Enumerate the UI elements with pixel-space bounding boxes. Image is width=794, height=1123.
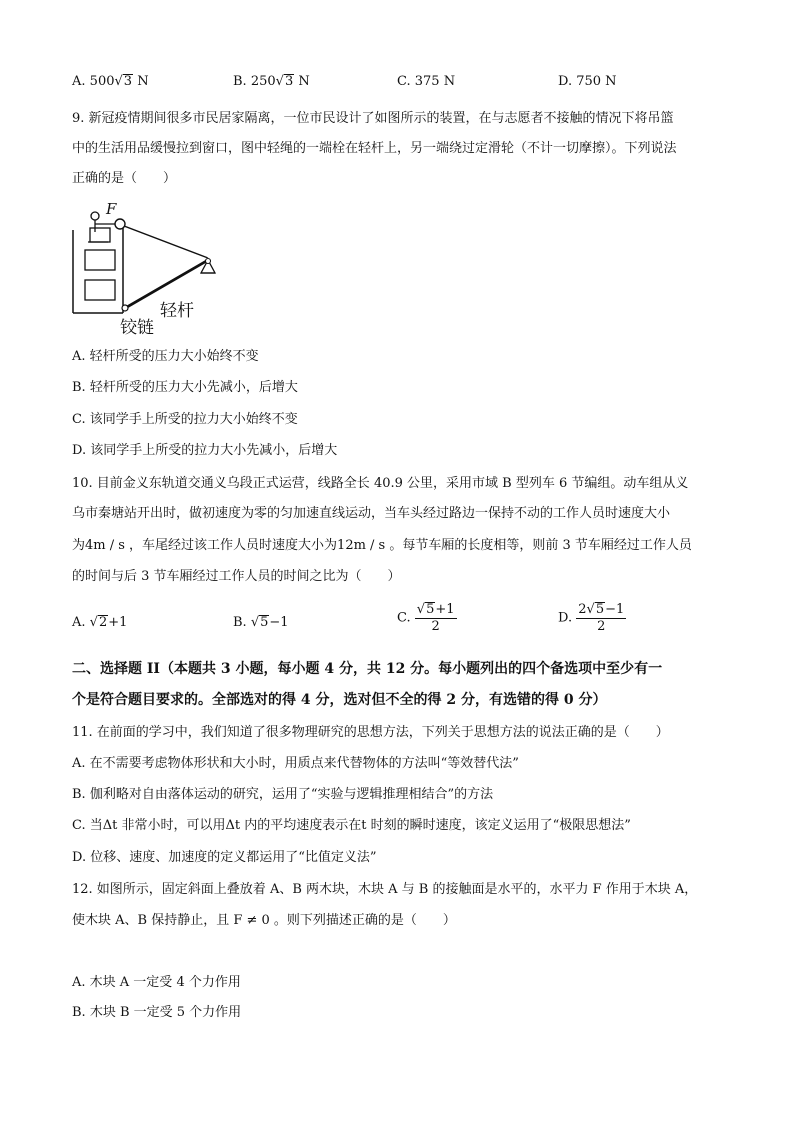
q11-option-d: D. 位移、速度、加速度的定义都运用了“比值定义法” [72,850,377,865]
person-seat [90,228,110,242]
rope [124,226,208,258]
q9-stem-line-2: 中的生活用品缓慢拉到窗口，图中轻绳的一端栓在轻杆上，另一端绕过定滑轮（不计一切摩擦）。下列说法 [72,141,677,156]
q8-option-c-letter: C. [397,74,411,89]
force-F-label: F [106,200,117,218]
q8-option-a-unit: N [137,74,149,89]
q10-option-c-numerator-tail: +1 [435,602,455,617]
q10-option-d-denominator: 2 [597,619,606,634]
q8-option-b-radicand: 3 [284,74,294,89]
q8-option-c-value: 375 N [414,74,456,89]
q11-option-b: B. 伽利略对自由落体运动的研究，运用了“实验与逻辑推理相结合”的方法 [72,787,494,802]
q8-option-b-coef: 250 [250,74,276,89]
q8-option-a-coef: 500 [89,74,115,89]
q10-option-d-numerator-tail: −1 [605,602,625,617]
q10-option-a-tail: +1 [108,615,128,630]
hinge-label: 铰链 [120,318,154,338]
light-rod-highlight [125,258,208,306]
q8-option-d-letter: D. [558,74,573,89]
q11-option-a: A. 在不需要考虑物体形状和大小时，用质点来代替物体的方法叫“等效替代法” [72,756,519,771]
fixed-pulley [115,219,125,229]
q8-option-d-value: 750 N [576,74,617,89]
q10-option-d-fraction: $\frac{2√5-1}{2}$ [578,602,625,634]
q8-option-c [397,73,455,91]
q9-pulley-figure [68,198,238,338]
q10-option-c-denominator: 2 [431,619,440,634]
rod-end-joint [206,259,211,264]
section-2-heading-line-2: 个是符合题目要求的。全部选对的得 4 分，选对但不全的得 2 分，有选错的得 0 分） [72,692,607,708]
q10-option-a-radicand: 2 [98,615,108,630]
q10-option-c-fraction: $\frac{√5+1}{2}$ [416,602,455,634]
person-head [91,212,99,220]
q9-option-b: B. 轻杆所受的压力大小先减小，后增大 [72,380,298,395]
q10-option-d-letter: D. [558,610,573,626]
q11-stem: 11. 在前面的学习中，我们知道了很多物理研究的思想方法，下列关于思想方法的说法正确的是（ ） [72,725,669,740]
q10-option-a: A. √2+1 [72,615,128,630]
q10-option-a-letter: A. [72,615,86,630]
q9-option-a: A. 轻杆所受的压力大小始终不变 [72,349,259,364]
q8-option-b-letter: B. [233,74,247,89]
q8-option-a-radicand: 3 [123,74,133,89]
window-lower [85,280,115,300]
q8-option-b-unit: N [298,74,310,89]
q10-option-c-radicand: 5 [426,602,435,617]
q8-option-b: B. 250√3 N [233,74,310,89]
q10-option-d [558,602,626,635]
q10-option-c-letter: C. [397,610,411,626]
q9-stem-line-1: 9. 新冠疫情期间很多市民居家隔离，一位市民设计了如图所示的装置，在与志愿者不接触的情况下将吊篮 [72,111,674,126]
q10-stem-line-2: 乌市秦塘站开出时，做初速度为零的匀加速直线运动，当车头经过路边一保持不动的工作人员时速度大小 [72,506,671,521]
q12-option-a: A. 木块 A 一定受 4 个力作用 [72,975,241,990]
q10-stem-line-4: 的时间与后 3 节车厢经过工作人员的时间之比为（ ） [72,569,401,584]
q12-stem-line-1: 12. 如图所示，固定斜面上叠放着 A、B 两木块，木块 A 与 B 的接触面是水平的，水平力 F 作用于木块 A， [72,882,698,897]
q12-option-b: B. 木块 B 一定受 5 个力作用 [72,1005,242,1020]
q8-option-d [558,73,617,91]
q8-option-a-letter: A. [72,74,86,89]
q10-option-b-tail: −1 [269,615,289,630]
section-2-heading-line-1: 二、选择题 II（本题共 3 小题，每小题 4 分，共 12 分。每小题列出的四个备选项中至少有一 [72,661,663,677]
q9-option-d: D. 该同学手上所受的拉力大小先减小，后增大 [72,443,338,458]
hinge [122,305,128,311]
q11-option-c: C. 当Δt 非常小时，可以用Δt 内的平均速度表示在t 时刻的瞬时速度，该定义运用了“极限思想法” [72,818,631,833]
q10-option-b: B. √5−1 [233,615,289,630]
window-upper [85,250,115,270]
q9-option-c: C. 该同学手上所受的拉力大小始终不变 [72,412,298,427]
q10-option-b-letter: B. [233,615,247,630]
q9-stem-line-3: 正确的是（ ） [72,171,177,186]
q10-stem-line-3: 为4m / s ，车尾经过该工作人员时速度大小为12m / s 。每节车厢的长度相等，则前 3 节车厢经过工作人员 [72,538,692,553]
q10-stem-line-1: 10. 目前金义东轨道交通义乌段正式运营，线路全长 40.9 公里，采用市域 B 型列车 6 节编组。动车组从义 [72,476,689,491]
q8-option-a: A. 500√3 N [72,74,149,89]
q10-option-b-radicand: 5 [260,615,269,630]
q10-option-d-radicand: 5 [595,602,605,617]
q10-option-c [397,602,457,635]
rod-label: 轻杆 [160,301,194,321]
q12-stem-line-2: 使木块 A、B 保持静止，且 F ≠ 0 。则下列描述正确的是（ ） [72,913,456,928]
q10-option-d-coef: 2 [578,602,587,617]
